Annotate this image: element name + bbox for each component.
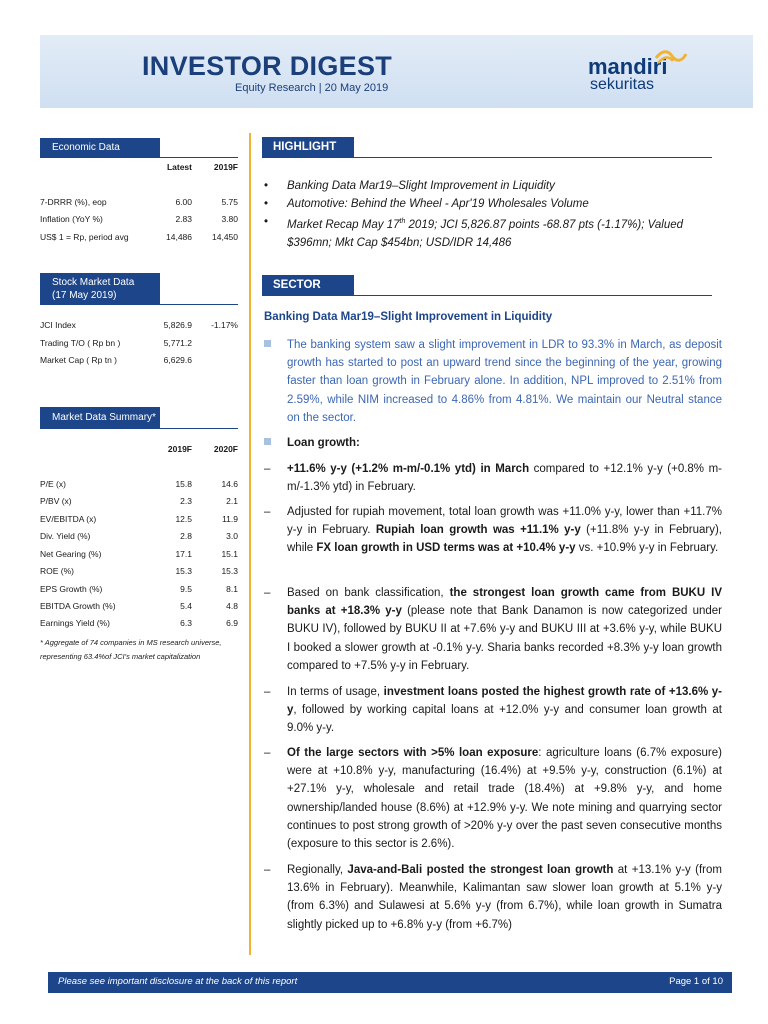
emphasis-text: Of the large sectors with >5% loan exposure xyxy=(287,747,539,759)
logo-wave-icon xyxy=(654,48,688,68)
table-row xyxy=(40,214,238,226)
cell-value: 15.3 xyxy=(175,566,192,576)
market-data-summary-heading: Market Data Summary* xyxy=(40,407,160,429)
table-row xyxy=(40,355,238,367)
table-row xyxy=(40,514,238,526)
column-divider xyxy=(249,133,251,955)
cell-value: 9.5 xyxy=(180,584,192,594)
table-row xyxy=(40,584,238,596)
table-row xyxy=(40,320,238,332)
disclosure-note: Please see important disclosure at the back of this report xyxy=(58,976,298,987)
table-row xyxy=(40,531,238,543)
row-label: ROE (%) xyxy=(40,566,74,576)
cell-value: 15.8 xyxy=(175,479,192,489)
economic-data-heading: Economic Data xyxy=(40,138,160,158)
table-row xyxy=(40,601,238,613)
loan-growth-heading xyxy=(264,434,722,452)
cell-value: 6.3 xyxy=(180,618,192,628)
body-text: In terms of usage, xyxy=(287,686,384,698)
cell-value: 14,450 xyxy=(212,232,238,242)
emphasis-text: investment loans posted the highest growth rate of +13.6% y-y xyxy=(287,686,722,717)
cell-value: 6.9 xyxy=(226,618,238,628)
square-bullet-icon xyxy=(264,438,271,445)
list-item xyxy=(264,744,722,853)
logo-text-sekuritas: sekuritas xyxy=(590,76,655,93)
table-row xyxy=(40,197,238,209)
body-text: vs. +10.9% y-y in February. xyxy=(575,542,719,555)
list-item xyxy=(264,503,722,558)
row-label: Trading T/O ( Rp bn ) xyxy=(40,338,121,348)
cell-value: 6,629.6 xyxy=(163,355,192,365)
table-row xyxy=(40,549,238,561)
list-item[interactable]: • Banking Data Mar19–Slight Improvement in Liquidity xyxy=(264,177,724,195)
column-header: 2019F xyxy=(213,162,238,172)
cell-value: 5.4 xyxy=(180,601,192,611)
cell-value: -1.17% xyxy=(211,320,238,330)
report-title: INVESTOR DIGEST xyxy=(142,51,393,81)
row-label: US$ 1 = Rp, period avg xyxy=(40,232,129,242)
stock-market-data-rule xyxy=(40,304,238,305)
mandiri-sekuritas-logo xyxy=(588,48,738,98)
table-row xyxy=(40,479,238,491)
cell-value: 6.00 xyxy=(175,197,192,207)
row-label: EV/EBITDA (x) xyxy=(40,514,97,524)
list-item xyxy=(264,584,722,675)
cell-value: 4.8 xyxy=(226,601,238,611)
cell-value: 2.1 xyxy=(226,496,238,506)
table-row xyxy=(40,338,238,350)
heading-line: (17 May 2019) xyxy=(52,290,117,301)
emphasis-text: the strongest loan growth came from BUKU IV banks at +18.3% y-y xyxy=(287,587,723,618)
body-text: Based on bank classification, xyxy=(287,587,450,599)
column-header: Latest xyxy=(166,162,192,172)
stock-market-data-heading xyxy=(40,273,160,304)
row-label: EPS Growth (%) xyxy=(40,584,103,594)
cell-value: 5,771.2 xyxy=(163,338,192,348)
footnote-line: * Aggregate of 74 companies in MS research universe, xyxy=(40,638,222,647)
column-header: 2019F xyxy=(167,444,192,454)
square-bullet-icon xyxy=(264,340,271,347)
table-row xyxy=(40,618,238,630)
row-label: Net Gearing (%) xyxy=(40,549,102,559)
report-header xyxy=(40,35,753,108)
list-item xyxy=(264,683,722,738)
loan-growth-label: Loan growth: xyxy=(287,437,360,449)
dash-bullet-icon: – xyxy=(264,463,271,475)
cell-value: 2.83 xyxy=(175,214,192,224)
logo-text-mandiri: mandiri xyxy=(588,54,668,79)
table-header xyxy=(40,162,238,174)
body-text: compared to +12.1% y-y (+0.8% m-m/-1.3% ytd) in February. xyxy=(287,463,723,494)
dash-bullet-icon: – xyxy=(264,747,271,759)
list-item[interactable]: • Market Recap May 17th 2019; JCI 5,826.87 points -68.87 pts (-1.17%); Valued $396mn; Mkt Cap $454bn; USD/IDR 14,486 xyxy=(264,213,724,252)
row-label: P/BV (x) xyxy=(40,496,72,506)
cell-value: 5,826.9 xyxy=(163,320,192,330)
dash-bullet-icon: – xyxy=(264,587,271,599)
table-header xyxy=(40,444,238,456)
row-label: Earnings Yield (%) xyxy=(40,618,110,628)
cell-value: 11.9 xyxy=(222,514,238,524)
page-number: Page 1 of 10 xyxy=(669,976,723,987)
cell-value: 3.0 xyxy=(226,531,238,541)
cell-value: 2.3 xyxy=(180,496,192,506)
highlight-heading: HIGHLIGHT xyxy=(262,137,354,157)
highlight-list xyxy=(264,177,724,252)
list-item xyxy=(264,460,722,496)
body-text: Regionally, xyxy=(287,864,348,876)
row-label: Market Cap ( Rp tn ) xyxy=(40,355,117,365)
dash-bullet-icon: – xyxy=(264,506,271,518)
emphasis-text: Java-and-Bali posted the strongest loan growth xyxy=(347,864,614,876)
cell-value: 14,486 xyxy=(166,232,192,242)
dash-bullet-icon: – xyxy=(264,686,271,698)
table-row xyxy=(40,232,238,244)
body-text: , followed by working capital loans at +12.0% y-y and consumer loan growth at 9.0% y-y. xyxy=(287,704,722,735)
sector-heading: SECTOR xyxy=(262,275,354,295)
economic-data-rule xyxy=(40,157,238,158)
highlight-rule xyxy=(262,157,712,158)
cell-value: 17.1 xyxy=(175,549,192,559)
cell-value: 3.80 xyxy=(221,214,238,224)
intro-paragraph xyxy=(264,336,722,427)
body-text: (+11.8% y-y in February), while xyxy=(287,524,722,555)
cell-value: 5.75 xyxy=(221,197,238,207)
cell-value: 8.1 xyxy=(226,584,238,594)
dash-bullet-icon: – xyxy=(264,864,271,876)
heading-line: Stock Market Data xyxy=(52,277,135,288)
article-title: Banking Data Mar19–Slight Improvement in Liquidity xyxy=(264,311,553,323)
row-label: JCI Index xyxy=(40,320,76,330)
emphasis-text: FX loan growth in USD terms was at +10.4% y-y xyxy=(316,542,576,555)
cell-value: 12.5 xyxy=(175,514,192,524)
page-footer xyxy=(48,972,732,993)
sector-rule xyxy=(262,295,712,296)
column-header: 2020F xyxy=(213,444,238,454)
intro-text: The banking system saw a slight improvement in LDR to 93.3% in March, as deposit growth has started to post an upward trend since the beginning of the year, growing faster than loan growth in February alone. In addition, NPL improved to 2.51% from 2.59%, while NIM increased to 4.86% from 4.81%. We maintain our Neutral stance on the sector. xyxy=(287,339,722,424)
body-text: at +13.1% y-y (from 13.6% in February). Meanwhile, Kalimantan saw slower loan growth at 5.1% y-y (from 6.3%) and Sulawesi at 5.6% y-y (from 6.7%), while loan growth in Sumatra slightly picked up to +6.8% y-y (from +6.7%) xyxy=(287,864,722,931)
row-label: 7-DRRR (%), eop xyxy=(40,197,107,207)
row-label: EBITDA Growth (%) xyxy=(40,601,116,611)
market-data-summary-rule xyxy=(40,428,238,429)
list-item[interactable]: • Automotive: Behind the Wheel - Apr'19 Wholesales Volume xyxy=(264,195,724,213)
emphasis-text: +11.6% y-y (+1.2% m-m/-0.1% ytd) in March xyxy=(287,463,530,475)
summary-footnote xyxy=(40,636,240,664)
emphasis-text: Rupiah loan growth was +11.1% y-y xyxy=(375,524,581,537)
report-subtitle: Equity Research | 20 May 2019 xyxy=(235,82,389,94)
body-text: : agriculture loans (6.7% exposure) were at +10.8% y-y, manufacturing (16.4%) at +9.5% y-y, construction (6.1%) at +27.1% y-y, wholesale and retail trade (18.4%) at +9.8% y-y, and home ownership/landed house (8.6%) at +12.9% y-y. We note mining and quarrying sector continues to post strong growth of >20% y-y over the past seven consecutive months (exposure to this sector is 2.6%). xyxy=(287,747,722,851)
footnote-line: representing 63.4%of JCI's market capitalization xyxy=(40,652,201,661)
row-label: Inflation (YoY %) xyxy=(40,214,103,224)
row-label: P/E (x) xyxy=(40,479,66,489)
cell-value: 2.8 xyxy=(180,531,192,541)
cell-value: 15.3 xyxy=(221,566,238,576)
table-row xyxy=(40,566,238,578)
row-label: Div. Yield (%) xyxy=(40,531,91,541)
body-text: Adjusted for rupiah movement, total loan growth was +11.0% y-y, lower than +11.7% y-y in February. xyxy=(287,506,722,537)
list-item xyxy=(264,861,722,934)
table-row xyxy=(40,496,238,508)
cell-value: 14.6 xyxy=(221,479,238,489)
body-text: (please note that Bank Danamon is now categorized under BUKU IV), followed by BUKU II at +7.6% y-y and BUKU III at +3.6% y-y, while BUKU I booked a slower growth at -0.1% y-y. Sharia banks recorded +8.3% y-y loan growth compared to +7.5% y-y in February. xyxy=(287,605,722,672)
cell-value: 15.1 xyxy=(221,549,238,559)
